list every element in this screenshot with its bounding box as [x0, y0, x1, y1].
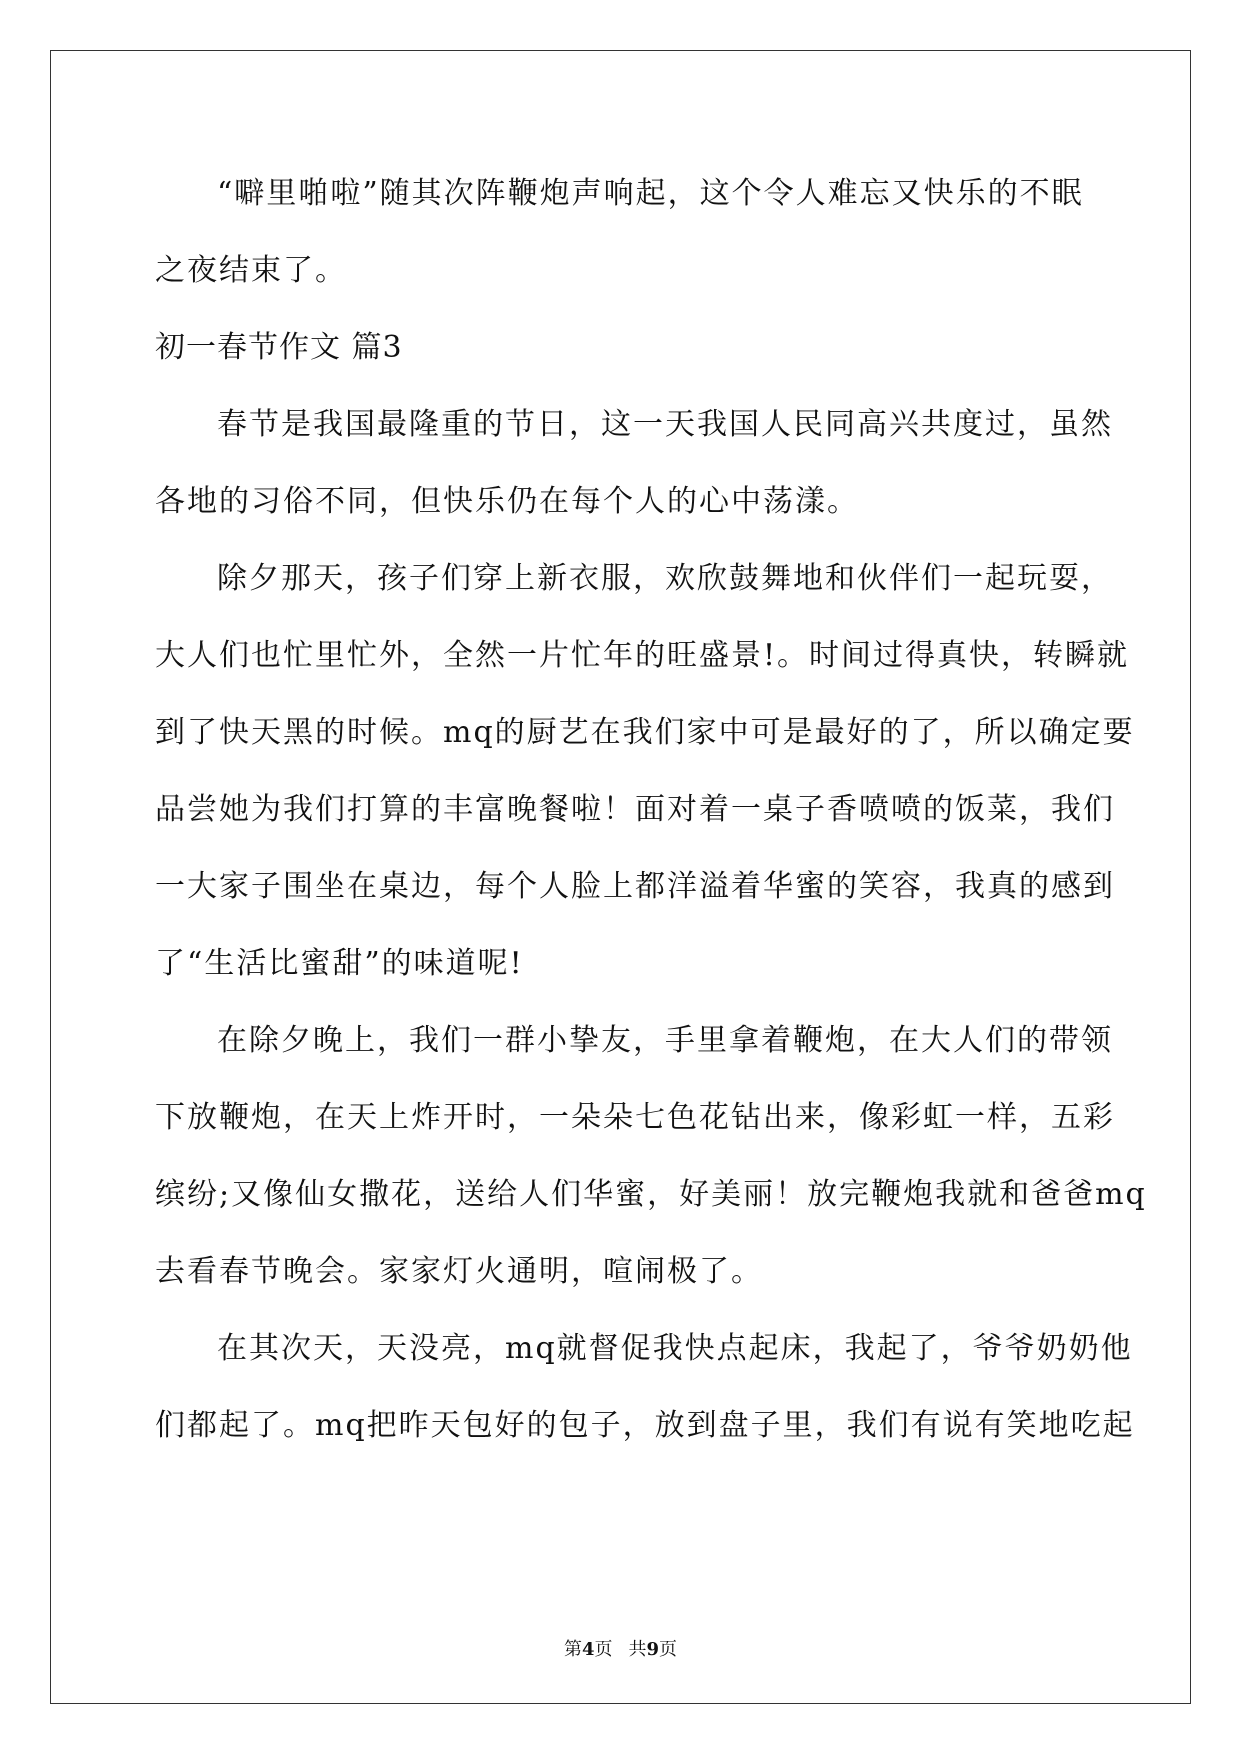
paragraph-line: 一大家子围坐在桌边，每个人脸上都洋溢着华蜜的笑容，我真的感到 — [155, 869, 1115, 904]
footer-prefix: 第 — [563, 1639, 582, 1660]
paragraph-line: 大人们也忙里忙外，全然一片忙年的旺盛景!。时间过得真快，转瞬就 — [155, 638, 1130, 673]
paragraph-line: 下放鞭炮，在天上炸开时，一朵朵七色花钻出来，像彩虹一样，五彩 — [155, 1100, 1115, 1135]
paragraph-line: 了“生活比蜜甜”的味道呢! — [155, 946, 524, 981]
footer-total-prefix: 共 — [628, 1639, 647, 1660]
current-page-number: 4 — [581, 1639, 595, 1660]
paragraph-line: 品尝她为我们打算的丰富晚餐啦！面对着一桌子香喷喷的饭菜，我们 — [155, 792, 1115, 827]
paragraph-line: 在其次天，天没亮，mq就督促我快点起床，我起了，爷爷奶奶他 — [217, 1331, 1133, 1366]
document-body — [155, 155, 1147, 1464]
paragraph-line: “噼里啪啦”随其次阵鞭炮声响起，这个令人难忘又快乐的不眠 — [217, 176, 1084, 211]
paragraph-line: 除夕那天，孩子们穿上新衣服，欢欣鼓舞地和伙伴们一起玩耍， — [217, 561, 1113, 596]
total-page-number: 9 — [646, 1639, 660, 1660]
section-heading: 初一春节作文 篇3 — [155, 330, 403, 365]
paragraph-line: 到了快天黑的时候。mq的厨艺在我们家中可是最好的了，所以确定要 — [155, 715, 1135, 750]
paragraph-line: 之夜结束了。 — [155, 253, 347, 288]
paragraph-line: 各地的习俗不同，但快乐仍在每个人的心中荡漾。 — [155, 484, 859, 519]
paragraph-line: 春节是我国最隆重的节日，这一天我国人民同高兴共度过，虽然 — [217, 407, 1113, 442]
paragraph-line: 去看春节晚会。家家灯火通明，喧闹极了。 — [155, 1254, 763, 1289]
paragraph-line: 们都起了。mq把昨天包好的包子，放到盘子里，我们有说有笑地吃起 — [155, 1408, 1135, 1443]
footer-total-unit: 页 — [659, 1639, 678, 1660]
paragraph-line: 在除夕晚上，我们一群小挚友，手里拿着鞭炮，在大人们的带领 — [217, 1023, 1113, 1058]
page-footer — [0, 1638, 1241, 1662]
paragraph-line: 缤纷;又像仙女撒花，送给人们华蜜，好美丽！放完鞭炮我就和爸爸mq — [155, 1177, 1147, 1212]
footer-page-unit: 页 — [594, 1639, 613, 1660]
